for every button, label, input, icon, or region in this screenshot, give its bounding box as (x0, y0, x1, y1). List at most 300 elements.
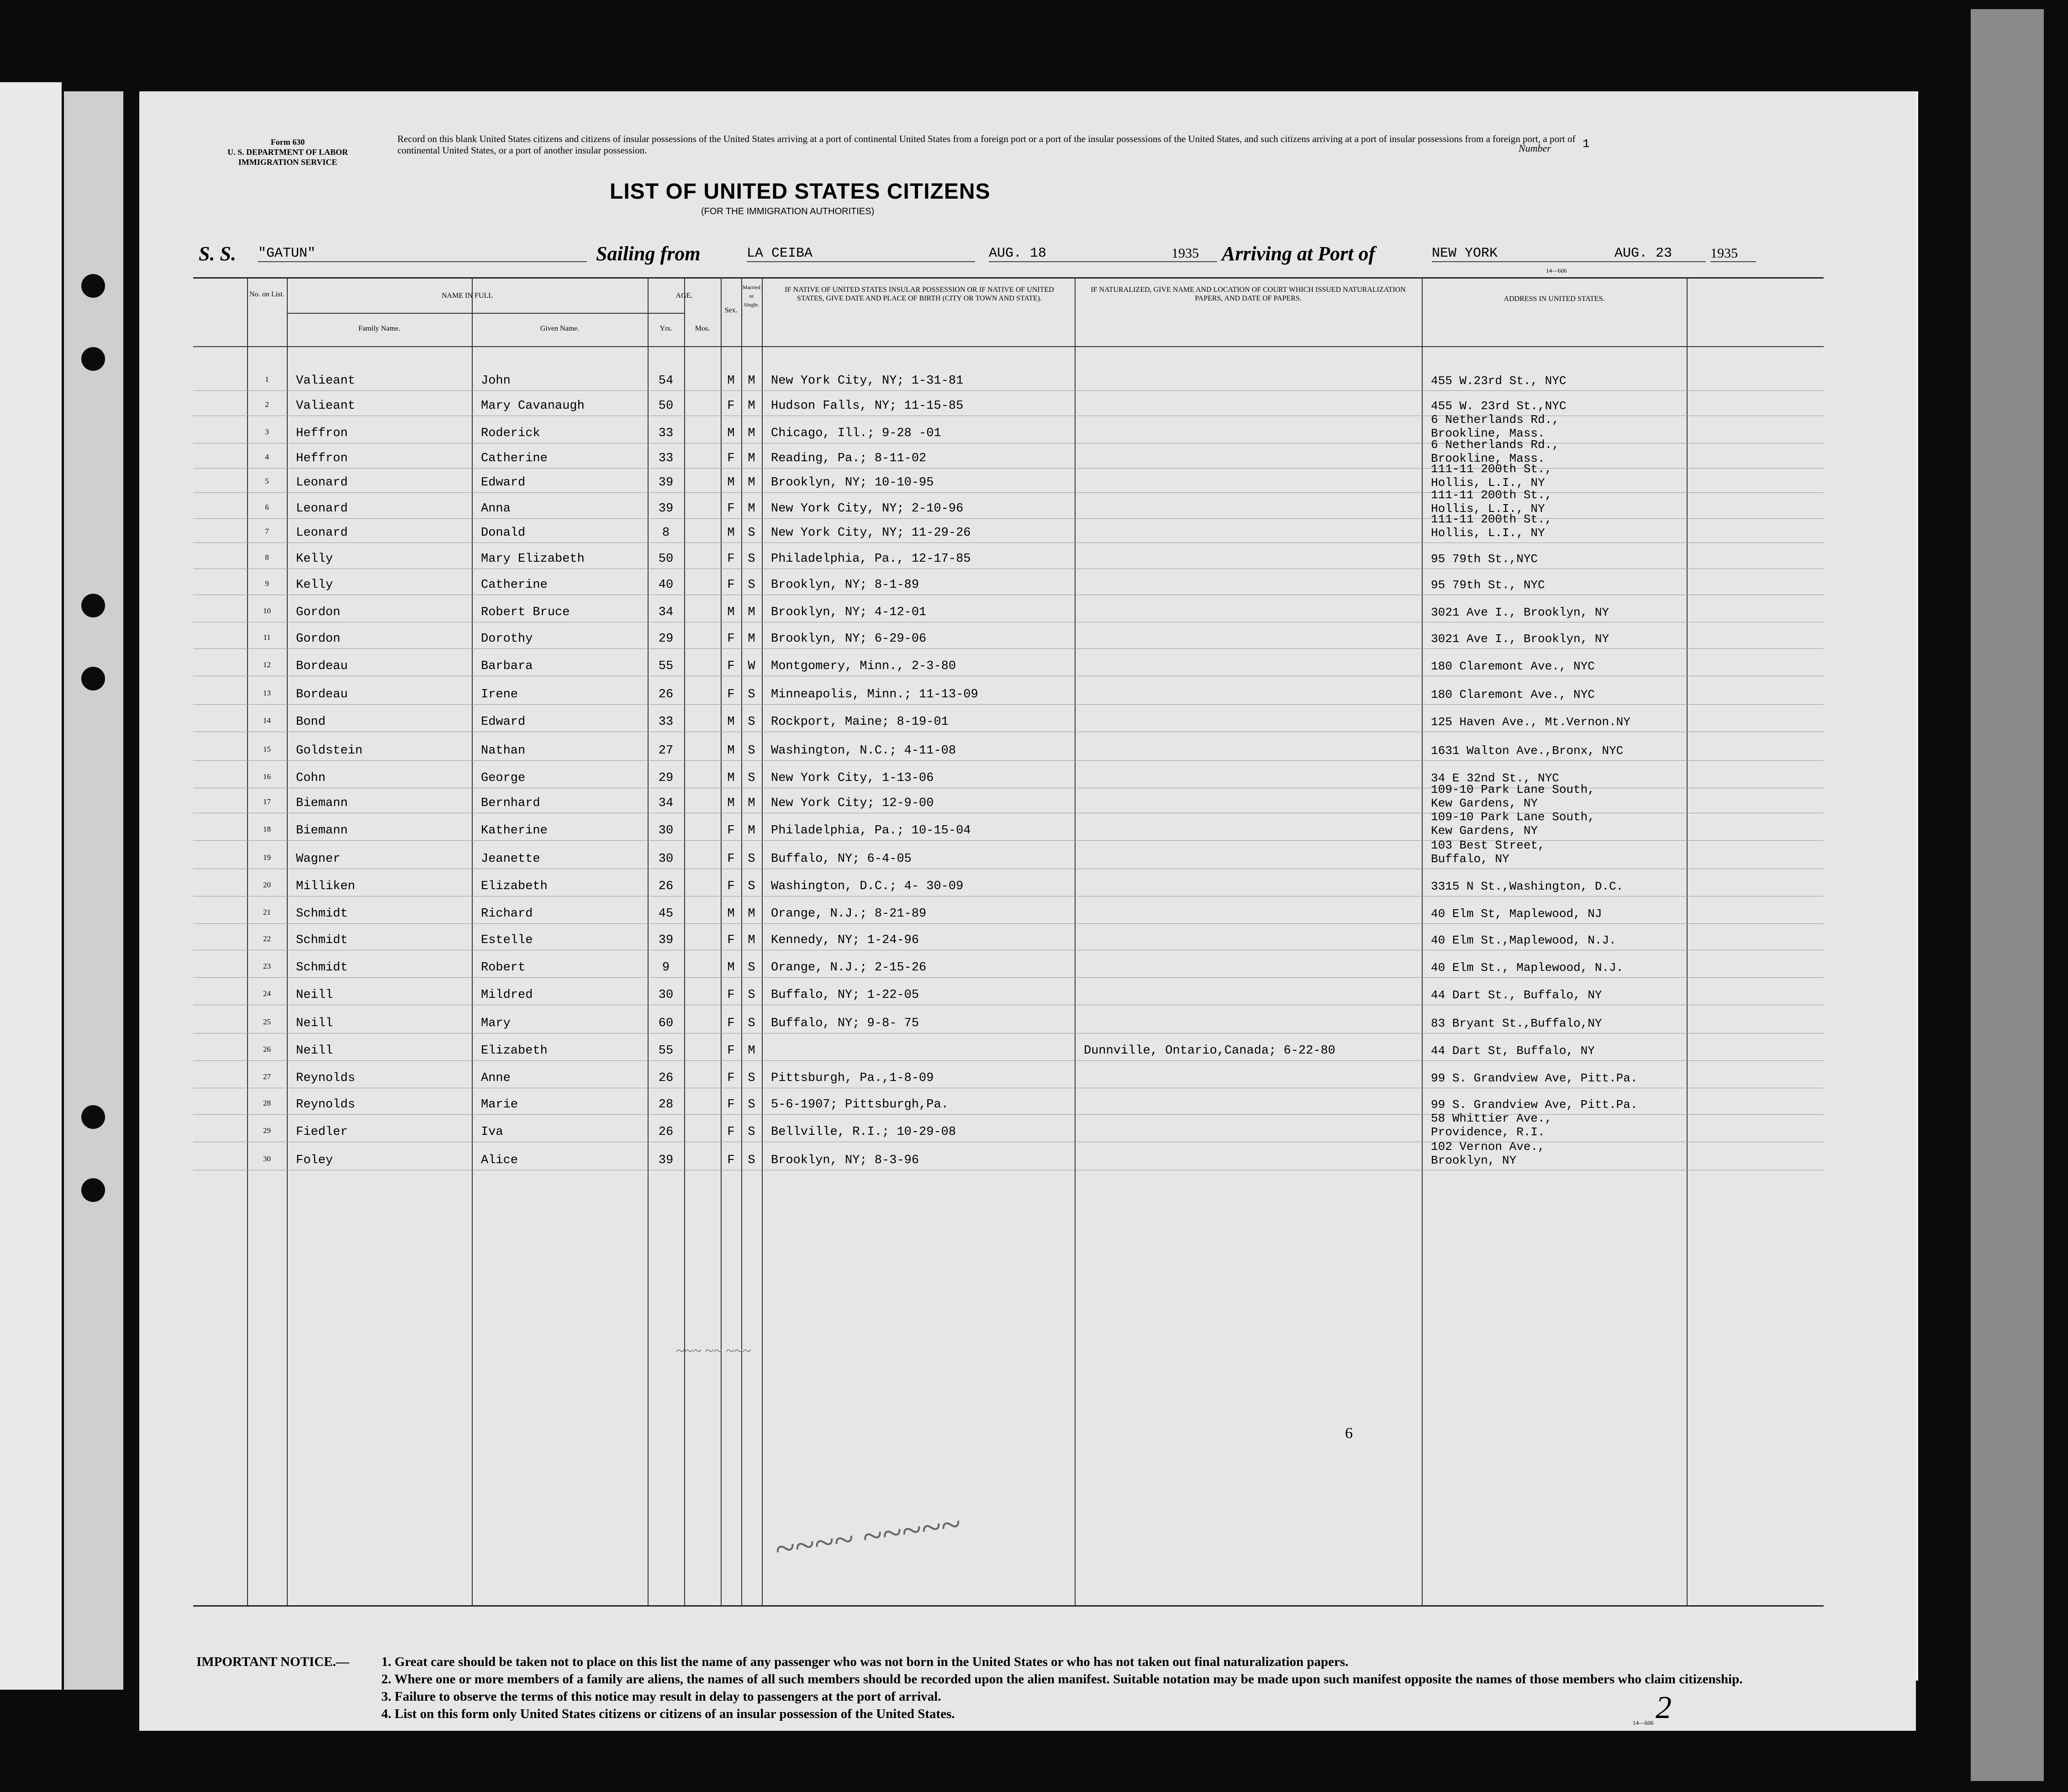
cell-given: Donald (481, 526, 526, 540)
address-line: 40 Elm St., Maplewood, N.J. (1431, 961, 1624, 975)
table-row (193, 733, 1824, 760)
port-to: NEW YORK (1432, 242, 1614, 262)
manifest-table (193, 277, 1824, 1607)
cell-address (1431, 413, 1559, 440)
table-row (193, 1087, 1824, 1114)
cell-birth: Buffalo, NY; 1-22-05 (771, 988, 919, 1002)
cell-family: Kelly (296, 552, 333, 566)
cell-address (1431, 438, 1559, 465)
cell-yrs: 45 (658, 907, 674, 921)
cell-sex: M (727, 606, 735, 619)
cell-given: Marie (481, 1098, 518, 1112)
cell-address (1431, 374, 1566, 388)
cell-yrs: 34 (658, 606, 674, 619)
cell-sex: F (727, 1098, 735, 1112)
col-header-mos: Mos. (695, 325, 710, 332)
cell-yrs: 60 (658, 1017, 674, 1030)
cell-address (1431, 688, 1595, 701)
cell-no: 18 (263, 825, 271, 833)
cell-yrs: 39 (658, 476, 674, 490)
table-row (193, 438, 1824, 468)
cell-sex: F (727, 988, 735, 1002)
cell-sex: M (727, 374, 735, 388)
address-line: Buffalo, NY (1431, 852, 1509, 866)
table-row (193, 810, 1824, 840)
cell-no: 5 (265, 477, 269, 485)
cell-yrs: 26 (658, 880, 674, 893)
sailing-label: Sailing from (596, 242, 701, 265)
cell-family: Leonard (296, 476, 348, 490)
col-header-no: No. on List. (249, 290, 285, 298)
address-line: 111-11 200th St., (1431, 512, 1552, 526)
table-row (193, 677, 1824, 704)
date-to: AUG. 23 (1614, 242, 1706, 262)
cell-address (1431, 1140, 1545, 1167)
cell-birth: Reading, Pa.; 8-11-02 (771, 452, 927, 465)
cell-no: 27 (263, 1072, 271, 1081)
cell-no: 14 (263, 716, 271, 725)
cell-birth: Pittsburgh, Pa.,1-8-09 (771, 1071, 934, 1085)
cell-sex: M (727, 771, 735, 785)
cell-birth: Hudson Falls, NY; 11-15-85 (771, 399, 964, 413)
table-row (193, 567, 1824, 595)
cell-ms: W (748, 659, 755, 673)
cell-given: Mary Elizabeth (481, 552, 585, 566)
form-line: Form 630 (270, 137, 305, 147)
cell-yrs: 40 (658, 578, 674, 592)
table-row (193, 413, 1824, 443)
table-row (193, 950, 1824, 977)
address-line: 40 Elm St, Maplewood, NJ (1431, 907, 1602, 921)
cell-sex: F (727, 852, 735, 866)
cell-sex: F (727, 1017, 735, 1030)
cell-no: 19 (263, 853, 271, 862)
cell-yrs: 29 (658, 632, 674, 646)
cell-sex: M (727, 796, 735, 810)
cell-ms: M (748, 374, 755, 388)
film-edge-right (1971, 9, 2044, 1781)
address-line: 40 Elm St.,Maplewood, N.J. (1431, 933, 1616, 947)
cell-birth: Rockport, Maine; 8-19-01 (771, 715, 949, 729)
page-title: LIST OF UNITED STATES CITIZENS (610, 179, 991, 204)
cell-yrs: 54 (658, 374, 674, 388)
table-row (193, 621, 1824, 648)
notice-items (381, 1653, 1820, 1723)
cell-yrs: 30 (658, 988, 674, 1002)
cell-ms: S (748, 1098, 755, 1112)
cell-address (1431, 838, 1545, 866)
col-header-yrs: Yrs. (659, 325, 672, 332)
cell-family: Gordon (296, 632, 341, 646)
cell-ms: M (748, 427, 755, 440)
address-line: Kew Gardens, NY (1431, 796, 1538, 810)
cell-birth: Brooklyn, NY; 8-1-89 (771, 578, 919, 592)
port-from: LA CEIBA (747, 242, 975, 262)
row-rule (193, 840, 1824, 841)
address-line: 109-10 Park Lane South, (1431, 810, 1595, 824)
cell-family: Goldstein (296, 744, 363, 758)
cell-family: Neill (296, 1017, 333, 1030)
cell-no: 4 (265, 453, 269, 461)
table-row (193, 541, 1824, 569)
cell-birth: New York City, NY; 11-29-26 (771, 526, 971, 540)
col-header-family: Family Name. (358, 325, 401, 332)
cell-address (1431, 578, 1545, 592)
page-mark: 2 (1656, 1690, 1672, 1725)
cell-no: 9 (265, 579, 269, 588)
address-line: Hollis, L.I., NY (1431, 526, 1545, 540)
cell-ms: S (748, 715, 755, 729)
table-row (193, 1006, 1824, 1033)
cell-family: Heffron (296, 452, 348, 465)
cell-birth: Washington, D.C.; 4- 30-09 (771, 880, 964, 893)
cell-yrs: 33 (658, 452, 674, 465)
cell-family: Neill (296, 1044, 333, 1058)
table-row (193, 922, 1824, 950)
cell-ms: M (748, 796, 755, 810)
cell-no: 13 (263, 689, 271, 697)
cell-no: 7 (265, 527, 269, 536)
cell-no: 12 (263, 660, 271, 669)
notice-item: 2. Where one or more members of a family are aliens, the names of all such members should be recorded upon the alien manifest. Suitable notation may be made upon such manifest opposite the names of those members who claim citizenship. (381, 1672, 1743, 1687)
cell-birth: New York City; 12-9-00 (771, 796, 934, 810)
cell-birth: Buffalo, NY; 6-4-05 (771, 852, 912, 866)
cell-given: George (481, 771, 526, 785)
date-from: AUG. 18 (989, 242, 1171, 262)
form-line: U. S. DEPARTMENT OF LABOR (227, 148, 348, 157)
cell-given: Barbara (481, 659, 533, 673)
cell-ms: M (748, 476, 755, 490)
col-header-naturalized: IF NATURALIZED, GIVE NAME AND LOCATION OF COURT WHICH ISSUED NATURALIZATION PAPERS, AND DATE OF PAPERS. (1091, 286, 1406, 302)
cell-address (1431, 907, 1602, 921)
cell-given: Nathan (481, 744, 526, 758)
cell-given: Irene (481, 688, 518, 701)
cell-address (1431, 933, 1616, 947)
cell-birth: New York City, NY; 1-31-81 (771, 374, 964, 388)
cell-no: 17 (263, 797, 271, 806)
notice-label: IMPORTANT NOTICE.— (196, 1655, 349, 1669)
cell-yrs: 28 (658, 1098, 674, 1112)
address-line: 111-11 200th St., (1431, 462, 1552, 476)
address-line: 58 Whittier Ave., (1431, 1112, 1552, 1125)
cell-family: Bond (296, 715, 326, 729)
cell-yrs: 30 (658, 824, 674, 838)
table-row (193, 488, 1824, 518)
cell-ms: S (748, 1017, 755, 1030)
cell-sex: F (727, 452, 735, 465)
cell-birth: New York City, 1-13-06 (771, 771, 934, 785)
cell-sex: M (727, 476, 735, 490)
cell-sex: F (727, 659, 735, 673)
cell-sex: F (727, 578, 735, 592)
cell-birth: Philadelphia, Pa.; 10-15-04 (771, 824, 971, 838)
address-line: Brooklyn, NY (1431, 1154, 1517, 1167)
cell-address (1431, 783, 1595, 810)
cell-no: 2 (265, 400, 269, 409)
cell-nat: Dunnville, Ontario,Canada; 6-22-80 (1084, 1044, 1335, 1058)
cell-sex: M (727, 715, 735, 729)
cell-sex: F (727, 1044, 735, 1058)
cell-given: Mary (481, 1017, 511, 1030)
address-line: 111-11 200th St., (1431, 488, 1552, 502)
cell-ms: S (748, 988, 755, 1002)
cell-family: Schmidt (296, 907, 348, 921)
address-line: 102 Vernon Ave., (1431, 1140, 1545, 1154)
notice-item: 1. Great care should be taken not to place on this list the name of any passenger who was not born in the United States or who has not taken out final naturalization papers. (381, 1655, 1349, 1669)
address-line: 1631 Walton Ave.,Bronx, NYC (1431, 744, 1624, 758)
table-row (193, 704, 1824, 732)
cell-no: 1 (265, 375, 269, 384)
cell-given: Robert (481, 961, 526, 975)
cell-sex: F (727, 502, 735, 516)
address-line: 103 Best Street, (1431, 838, 1545, 852)
cell-given: Elizabeth (481, 1044, 548, 1058)
cell-address (1431, 552, 1538, 566)
arriving-label: Arriving at Port of (1222, 242, 1376, 265)
cell-family: Reynolds (296, 1098, 355, 1112)
binder-hole (81, 274, 105, 298)
ss-label: S. S. (199, 242, 236, 265)
cell-no: 8 (265, 553, 269, 562)
cell-address (1431, 462, 1552, 490)
cell-address (1431, 715, 1630, 729)
cell-address (1431, 810, 1595, 838)
cell-sex: F (727, 632, 735, 646)
cell-family: Heffron (296, 427, 348, 440)
address-line: 99 S. Grandview Ave, Pitt.Pa. (1431, 1098, 1638, 1112)
number-label: Number (1519, 142, 1551, 154)
cell-address (1431, 1017, 1602, 1030)
cell-birth: Brooklyn, NY; 6-29-06 (771, 632, 927, 646)
cell-given: Jeanette (481, 852, 540, 866)
footer-code: 14—606 (1633, 1719, 1654, 1726)
year-from: 1935 (1171, 242, 1217, 262)
cell-ms: M (748, 824, 755, 838)
cell-ms: M (748, 907, 755, 921)
cell-yrs: 33 (658, 427, 674, 440)
cell-birth: 5-6-1907; Pittsburgh,Pa. (771, 1098, 949, 1112)
cell-birth: Buffalo, NY; 9-8- 75 (771, 1017, 919, 1030)
cell-family: Valieant (296, 399, 355, 413)
cell-given: John (481, 374, 511, 388)
cell-no: 15 (263, 745, 271, 754)
cell-family: Neill (296, 988, 333, 1002)
cell-no: 10 (263, 606, 271, 615)
manifest-page (139, 91, 1916, 1731)
address-line: 44 Dart St., Buffalo, NY (1431, 988, 1602, 1002)
cell-family: Gordon (296, 606, 341, 619)
cell-sex: M (727, 427, 735, 440)
notice-item: 3. Failure to observe the terms of this notice may result in delay to passengers at the port of arrival. (381, 1689, 941, 1704)
cell-yrs: 50 (658, 399, 674, 413)
intro-text: Record on this blank United States citizens and citizens of insular possessions of the United States arriving at a port of continental United States from a foreign port or a port of the insular possessions of the United States, and such citizens arriving at a port of insular possessions from a foreign port, a port of continental United States, or a port of another insular possession. (397, 133, 1576, 156)
cell-sex: F (727, 1071, 735, 1085)
cell-yrs: 50 (658, 552, 674, 566)
table-row (193, 838, 1824, 869)
cell-given: Katherine (481, 824, 548, 838)
address-line: 95 79th St.,NYC (1431, 552, 1538, 566)
cell-ms: S (748, 1071, 755, 1085)
cell-yrs: 26 (658, 1125, 674, 1139)
cell-address (1431, 1071, 1637, 1085)
cell-address (1431, 744, 1623, 758)
cell-sex: M (727, 526, 735, 540)
cell-given: Mildred (481, 988, 533, 1002)
cell-birth: Brooklyn, NY; 4-12-01 (771, 606, 927, 619)
cell-no: 22 (263, 934, 271, 943)
cell-family: Milliken (296, 880, 355, 893)
cell-birth: Minneapolis, Minn.; 11-13-09 (771, 688, 978, 701)
cell-birth: Chicago, Ill.; 9-28 -01 (771, 427, 941, 440)
cell-sex: F (727, 552, 735, 566)
cell-given: Dorothy (481, 632, 533, 646)
cell-yrs: 55 (658, 659, 674, 673)
binder-strip (64, 91, 123, 1690)
form-line: IMMIGRATION SERVICE (238, 158, 338, 167)
table-row (193, 977, 1824, 1005)
address-line: 34 E 32nd St., NYC (1431, 771, 1559, 785)
col-header-name: NAME IN FULL (442, 292, 493, 300)
col-header-age: AGE. (675, 292, 693, 300)
cell-family: Biemann (296, 824, 348, 838)
cell-ms: S (748, 744, 755, 758)
cell-yrs: 33 (658, 715, 674, 729)
cell-birth: Montgomery, Minn., 2-3-80 (771, 659, 956, 673)
cell-address (1431, 659, 1595, 673)
cell-yrs: 26 (658, 1071, 674, 1085)
cell-sex: M (727, 744, 735, 758)
table-row (193, 512, 1824, 543)
cell-no: 28 (263, 1099, 271, 1107)
cell-ms: M (748, 606, 755, 619)
cell-sex: M (727, 961, 735, 975)
cell-family: Wagner (296, 852, 341, 866)
cell-no: 11 (263, 633, 271, 642)
cell-ms: S (748, 852, 755, 866)
cell-ms: S (748, 1125, 755, 1139)
cell-birth: Brooklyn, NY; 8-3-96 (771, 1154, 919, 1167)
address-line: 44 Dart St, Buffalo, NY (1431, 1044, 1595, 1058)
stray-mark: 6 (1345, 1425, 1353, 1442)
table-row (193, 595, 1824, 622)
cell-birth: New York City, NY; 2-10-96 (771, 502, 964, 516)
address-line: Brookline, Mass. (1431, 452, 1545, 465)
table-row (193, 869, 1824, 896)
cell-ms: S (748, 578, 755, 592)
table-row (193, 363, 1824, 390)
address-line: 95 79th St., NYC (1431, 578, 1545, 592)
cell-family: Foley (296, 1154, 333, 1167)
cell-yrs: 30 (658, 852, 674, 866)
cell-birth: Brooklyn, NY; 10-10-95 (771, 476, 934, 490)
cell-no: 30 (263, 1154, 271, 1163)
cell-given: Alice (481, 1154, 518, 1167)
cell-ms: S (748, 771, 755, 785)
cell-address (1431, 1098, 1637, 1112)
cell-family: Kelly (296, 578, 333, 592)
cell-family: Biemann (296, 796, 348, 810)
form-code: 14—606 (1546, 267, 1567, 274)
cell-sex: F (727, 824, 735, 838)
cell-yrs: 8 (662, 526, 670, 540)
cell-address (1431, 512, 1552, 540)
cell-ms: M (748, 452, 755, 465)
cell-no: 16 (263, 772, 271, 781)
col-header-address: ADDRESS IN UNITED STATES. (1504, 295, 1605, 303)
cell-address (1431, 488, 1552, 516)
cell-sex: F (727, 933, 735, 947)
table-row (193, 785, 1824, 813)
table-row (193, 896, 1824, 923)
cell-no: 21 (263, 908, 271, 917)
address-line: 455 W. 23rd St.,NYC (1431, 399, 1567, 413)
cell-sex: M (727, 907, 735, 921)
cell-yrs: 55 (658, 1044, 674, 1058)
cell-birth: Washington, N.C.; 4-11-08 (771, 744, 956, 758)
col-header-birth: IF NATIVE OF UNITED STATES INSULAR POSSESSION OR IF NATIVE OF UNITED STATES, GIVE DATE AND PLACE OF BIRTH (CITY OR TOWN AND STATE). (785, 286, 1054, 302)
cell-given: Edward (481, 476, 526, 490)
handwritten-signature: ~~~~ ~~~~~ (772, 1503, 963, 1570)
cell-given: Bernhard (481, 796, 540, 810)
cell-yrs: 34 (658, 796, 674, 810)
cell-given: Estelle (481, 933, 533, 947)
cell-no: 6 (265, 503, 269, 511)
cell-family: Bordeau (296, 659, 348, 673)
address-line: 3021 Ave I., Brooklyn, NY (1431, 606, 1609, 619)
cell-family: Leonard (296, 502, 348, 516)
cell-given: Anne (481, 1071, 511, 1085)
cell-birth: Philadelphia, Pa., 12-17-85 (771, 552, 971, 566)
cell-given: Anna (481, 502, 511, 516)
cell-no: 29 (263, 1126, 271, 1135)
col-header-sex: Sex. (724, 306, 738, 314)
cell-address (1431, 988, 1602, 1002)
cell-given: Elizabeth (481, 880, 548, 893)
cell-given: Mary Cavanaugh (481, 399, 585, 413)
address-line: 6 Netherlands Rd., (1431, 438, 1559, 452)
number-value: 1 (1583, 137, 1590, 151)
address-line: Hollis, L.I., NY (1431, 502, 1545, 516)
cell-ms: M (748, 933, 755, 947)
cell-ms: M (748, 502, 755, 516)
address-line: Kew Gardens, NY (1431, 824, 1538, 838)
cell-family: Cohn (296, 771, 326, 785)
form-number-block (206, 137, 370, 167)
cell-given: Richard (481, 907, 533, 921)
cell-family: Leonard (296, 526, 348, 540)
cell-given: Iva (481, 1125, 503, 1139)
cell-address (1431, 1044, 1595, 1058)
col-header-married: Married or Single. (743, 284, 760, 308)
cell-ms: S (748, 961, 755, 975)
cell-family: Schmidt (296, 961, 348, 975)
cell-birth: Bellville, R.I.; 10-29-08 (771, 1125, 956, 1139)
notice-item: 4. List on this form only United States citizens or citizens of an insular possession of the United States. (381, 1707, 955, 1721)
cell-ms: M (748, 632, 755, 646)
cell-given: Edward (481, 715, 526, 729)
col-header-given: Given Name. (540, 325, 580, 332)
table-row (193, 1033, 1824, 1060)
binder-hole (81, 1178, 105, 1202)
address-line: 99 S. Grandview Ave, Pitt.Pa. (1431, 1071, 1638, 1085)
cell-address (1431, 632, 1609, 646)
cell-birth: Kennedy, NY; 1-24-96 (771, 933, 919, 947)
address-line: 180 Claremont Ave., NYC (1431, 688, 1595, 701)
cell-no: 3 (265, 427, 269, 436)
address-line: 83 Bryant St.,Buffalo,NY (1431, 1017, 1602, 1030)
cell-yrs: 39 (658, 502, 674, 516)
cell-ms: M (748, 399, 755, 413)
